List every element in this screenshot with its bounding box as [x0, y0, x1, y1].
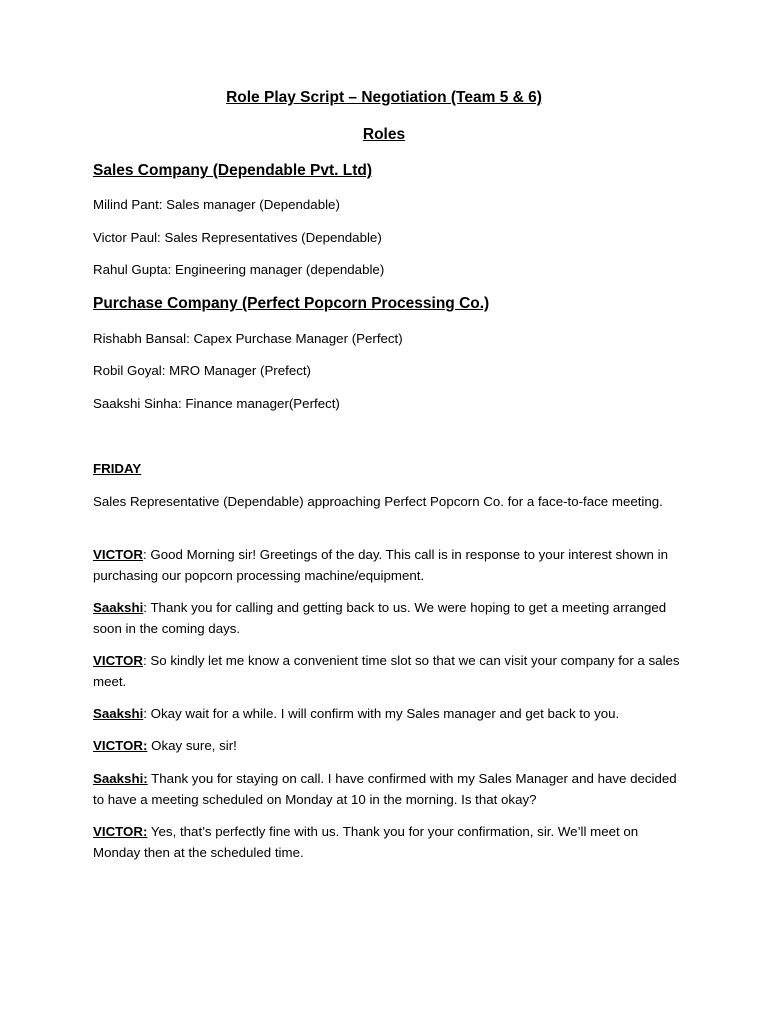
dialogue-text: Yes, that’s perfectly fine with us. Thank you for your confirmation, sir. We’ll meet on Monday then at the scheduled time. [93, 824, 639, 860]
document-title: Role Play Script – Negotiation (Team 5 & 6) [226, 89, 542, 106]
sales-member-victor: Victor Paul: Sales Representatives (Dependable) [93, 230, 382, 245]
dialogue-text: Okay wait for a while. I will confirm with my Sales manager and get back to you. [146, 706, 620, 721]
speaker-separator: : [143, 600, 147, 615]
dialogue-text: Okay sure, sir! [147, 738, 237, 753]
speaker-separator: : [143, 653, 147, 668]
speaker-name: VICTOR [93, 653, 143, 668]
purchase-member-robil: Robil Goyal: MRO Manager (Prefect) [93, 363, 311, 378]
speaker-name: VICTOR: [93, 738, 148, 753]
dialogue-line [93, 704, 683, 725]
roles-heading: Roles [362, 126, 406, 143]
dialogue-line [93, 769, 683, 810]
purchase-member-saakshi: Saakshi Sinha: Finance manager(Perfect) [93, 396, 340, 411]
dialogue-text: Thank you for calling and getting back to us. We were hoping to get a meeting arranged soon in the coming days. [93, 600, 667, 636]
speaker-name: VICTOR [93, 547, 143, 562]
dialogue-line [93, 598, 683, 639]
speaker-name: Saakshi [93, 600, 144, 615]
dialogue-text: Thank you for staying on call. I have confirmed with my Sales Manager and have decided to have a meeting scheduled on Monday at 10 in the morning. Is that okay? [93, 771, 677, 807]
speaker-name: Saakshi: [93, 771, 148, 786]
sales-member-rahul: Rahul Gupta: Engineering manager (dependable) [93, 262, 385, 277]
sales-company-heading: Sales Company (Dependable Pvt. Ltd) [93, 162, 373, 179]
dialogue-line [93, 736, 683, 757]
day-label: FRIDAY [93, 461, 142, 476]
dialogue-line [93, 651, 683, 692]
sales-member-milind: Milind Pant: Sales manager (Dependable) [93, 197, 340, 212]
purchase-company-heading: Purchase Company (Perfect Popcorn Processing Co.) [93, 295, 490, 312]
purchase-member-rishabh: Rishabh Bansal: Capex Purchase Manager (Perfect) [93, 331, 403, 346]
dialogue-text: Good Morning sir! Greetings of the day. This call is in response to your interest shown in purchasing our popcorn processing machine/equipment. [93, 547, 668, 583]
speaker-separator: : [143, 547, 147, 562]
dialogue-line [93, 545, 683, 586]
speaker-name: VICTOR: [93, 824, 148, 839]
speaker-name: Saakshi [93, 706, 144, 721]
dialogue-line [93, 822, 683, 863]
dialogue-text: So kindly let me know a convenient time slot so that we can visit your company for a sales meet. [93, 653, 680, 689]
scene-intro: Sales Representative (Dependable) approaching Perfect Popcorn Co. for a face-to-face meeting. [93, 494, 663, 509]
speaker-separator: : [143, 706, 147, 721]
